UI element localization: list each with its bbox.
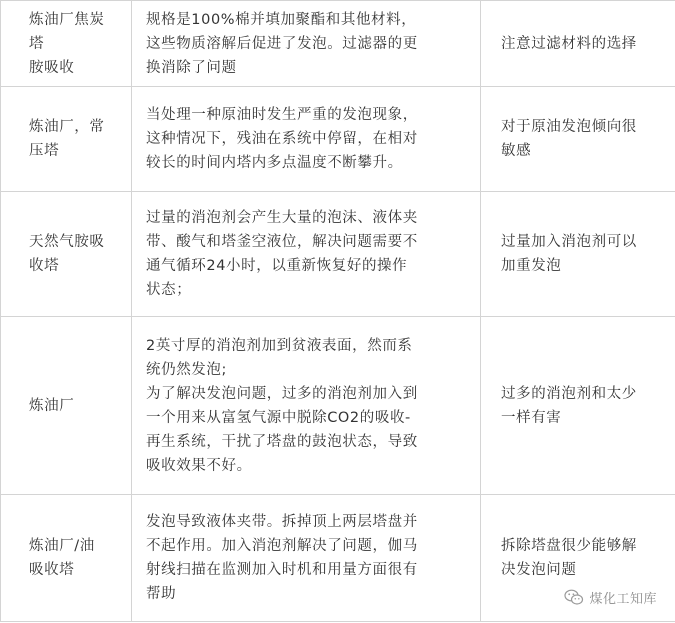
description-line: 过量的消泡剂会产生大量的泡沫、液体夹 [146,210,418,226]
note-line: 过量加入消泡剂可以 [501,234,637,250]
description-line: 状态； [146,282,192,298]
site-line: 胺吸收 [29,59,75,76]
table-row [1,192,675,317]
note-line: 过多的消泡剂和太少 [501,385,637,402]
description-line: 一个用来从富氢气源中脱除CO2的吸收- [146,409,411,426]
note-line: 敏感 [501,143,532,159]
description-line: 换消除了问题 [146,59,237,76]
description-line: 2英寸厚的消泡剂加到贫液表面，然而系 [146,337,413,354]
description-line: 较长的时间内塔内多点温度不断攀升。 [146,155,403,171]
site-cell [1,192,132,317]
site-line: 炼油厂/油 [29,538,95,554]
site-line: 塔 [29,35,45,52]
note-cell [481,1,675,87]
site-cell [1,495,132,622]
watermark-text: 煤化工知库 [589,592,657,607]
description-cell [132,1,481,87]
description-cell [132,317,481,495]
description-line: 这种情况下，残油在系统中停留，在相对 [146,131,418,147]
description-line: 带、酸气和塔釜空液位，解决问题需要不 [146,234,418,250]
site-line: 收塔 [29,258,60,274]
site-line: 炼油厂 [29,397,75,414]
description-cell [132,495,481,622]
table-row [1,87,675,192]
description-line: 发泡导致液体夹带。拆掉顶上两层塔盘并 [146,514,418,530]
note-cell [481,192,675,317]
note-cell [481,87,675,192]
description-line: 统仍然发泡; [146,361,227,378]
site-line: 炼油厂焦炭 [29,11,105,28]
description-line: 帮助 [146,586,177,602]
description-line: 射线扫描在监测加入时机和用量方面很有 [146,562,418,578]
note-line: 注意过滤材料的选择 [501,35,637,52]
note-cell [481,317,675,495]
wechat-icon [564,589,584,606]
table-row [1,317,675,495]
description-line: 这些物质溶解后促进了发泡。过滤器的更 [146,35,418,52]
watermark [564,588,657,607]
description-line: 再生系统，干扰了塔盘的鼓泡状态，导致 [146,433,418,450]
description-line: 不起作用。加入消泡剂解决了问题，伽马 [146,538,418,554]
site-line: 压塔 [29,143,60,159]
description-line: 为了解决发泡问题，过多的消泡剂加入到 [146,385,418,402]
table-row [1,1,675,87]
site-cell [1,1,132,87]
note-line: 一样有害 [501,409,562,426]
note-line: 决发泡问题 [501,562,577,578]
note-line: 加重发泡 [501,258,562,274]
note-line: 拆除塔盘很少能够解 [501,538,637,554]
site-line: 炼油厂，常 [29,119,105,135]
site-line: 吸收塔 [29,562,75,578]
description-line: 吸收效果不好。 [146,457,252,474]
description-cell [132,87,481,192]
description-line: 当处理一种原油时发生严重的发泡现象， [146,107,418,123]
description-line: 通气循环24小时，以重新恢复好的操作 [146,258,408,274]
site-cell [1,317,132,495]
description-cell [132,192,481,317]
description-line: 规格是100%棉并填加聚酯和其他材料， [146,11,417,28]
site-line: 天然气胺吸 [29,234,105,250]
site-cell [1,87,132,192]
note-line: 对于原油发泡倾向很 [501,119,637,135]
